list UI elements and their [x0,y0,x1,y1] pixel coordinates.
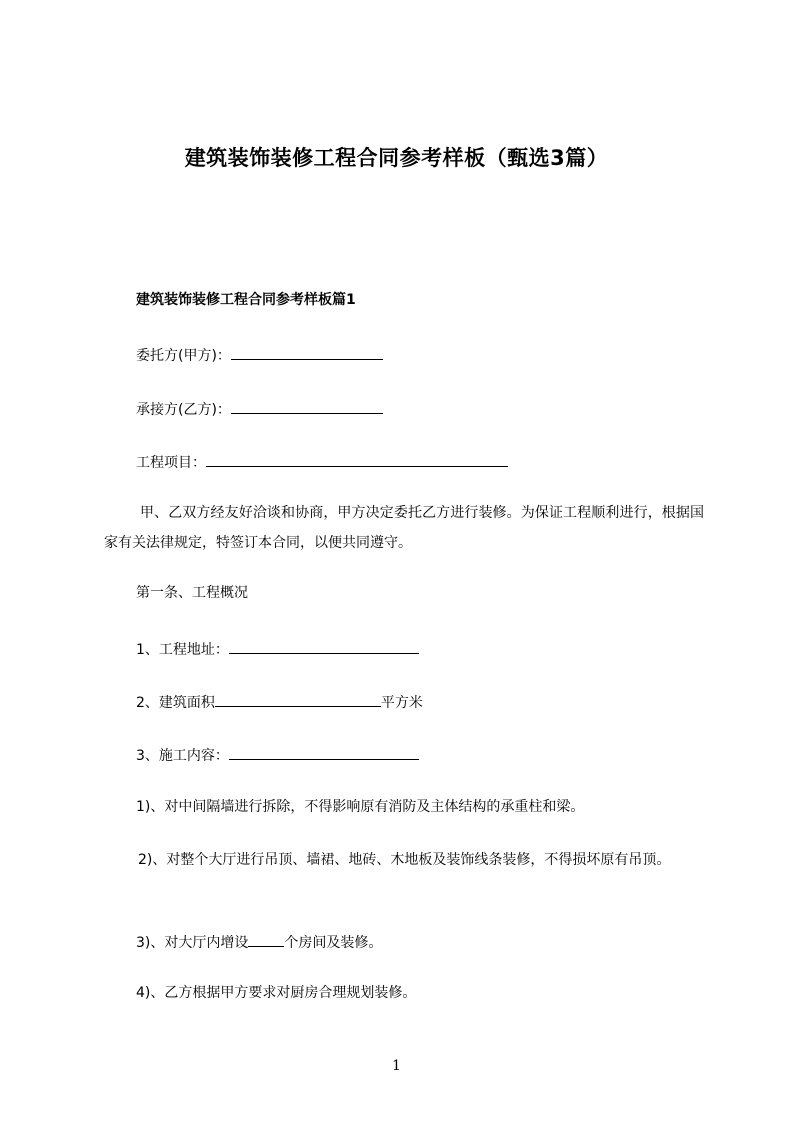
item-address-label: 1、工程地址： [136,642,229,658]
item-area-label: 2、建筑面积 [136,695,215,711]
sub-item-2: 2)、对整个大厅进行吊顶、墙裙、地砖、木地板及装饰线条装修，不得损坏原有吊顶。 [138,852,671,868]
client-blank [231,346,383,360]
intro-paragraph: 甲、乙双方经友好洽谈和协商，甲方决定委托乙方进行装修。为保证工程顺利进行，根据国家有关法律规定，特签订本合同，以便共同遵守。 [104,505,704,551]
project-label: 工程项目： [136,455,206,471]
area-blank [215,693,381,707]
sub-item-1: 1)、对中间隔墙进行拆除，不得影响原有消防及主体结构的承重柱和梁。 [136,799,585,815]
address-blank [229,640,419,654]
sub-item-3-suffix: 个房间及装修。 [284,935,383,951]
contractor-blank [231,400,383,414]
contractor-line [136,400,383,417]
document-title: 建筑装饰装修工程合同参考样板（甄选3篇） [184,146,609,170]
client-label: 委托方(甲方)： [136,348,231,364]
rooms-blank [248,933,284,947]
sub-item-3-line [136,933,382,950]
item-content-label: 3、施工内容： [136,748,229,764]
item-area-unit: 平方米 [380,695,423,711]
project-line [136,453,508,470]
sub-item-3-prefix: 3)、对大厅内增设 [136,935,249,951]
item-area-line [136,693,423,710]
item-content-line [136,746,419,763]
content-blank [229,746,419,760]
item-address-line [136,640,419,657]
contractor-label: 承接方(乙方)： [136,402,231,418]
section-heading: 建筑装饰装修工程合同参考样板篇1 [136,292,356,308]
sub-item-4: 4)、乙方根据甲方要求对厨房合理规划装修。 [136,985,417,1001]
page-number: 1 [392,1058,401,1074]
article-one-heading: 第一条、工程概况 [136,585,248,601]
project-blank [206,453,508,467]
client-line [136,346,383,363]
